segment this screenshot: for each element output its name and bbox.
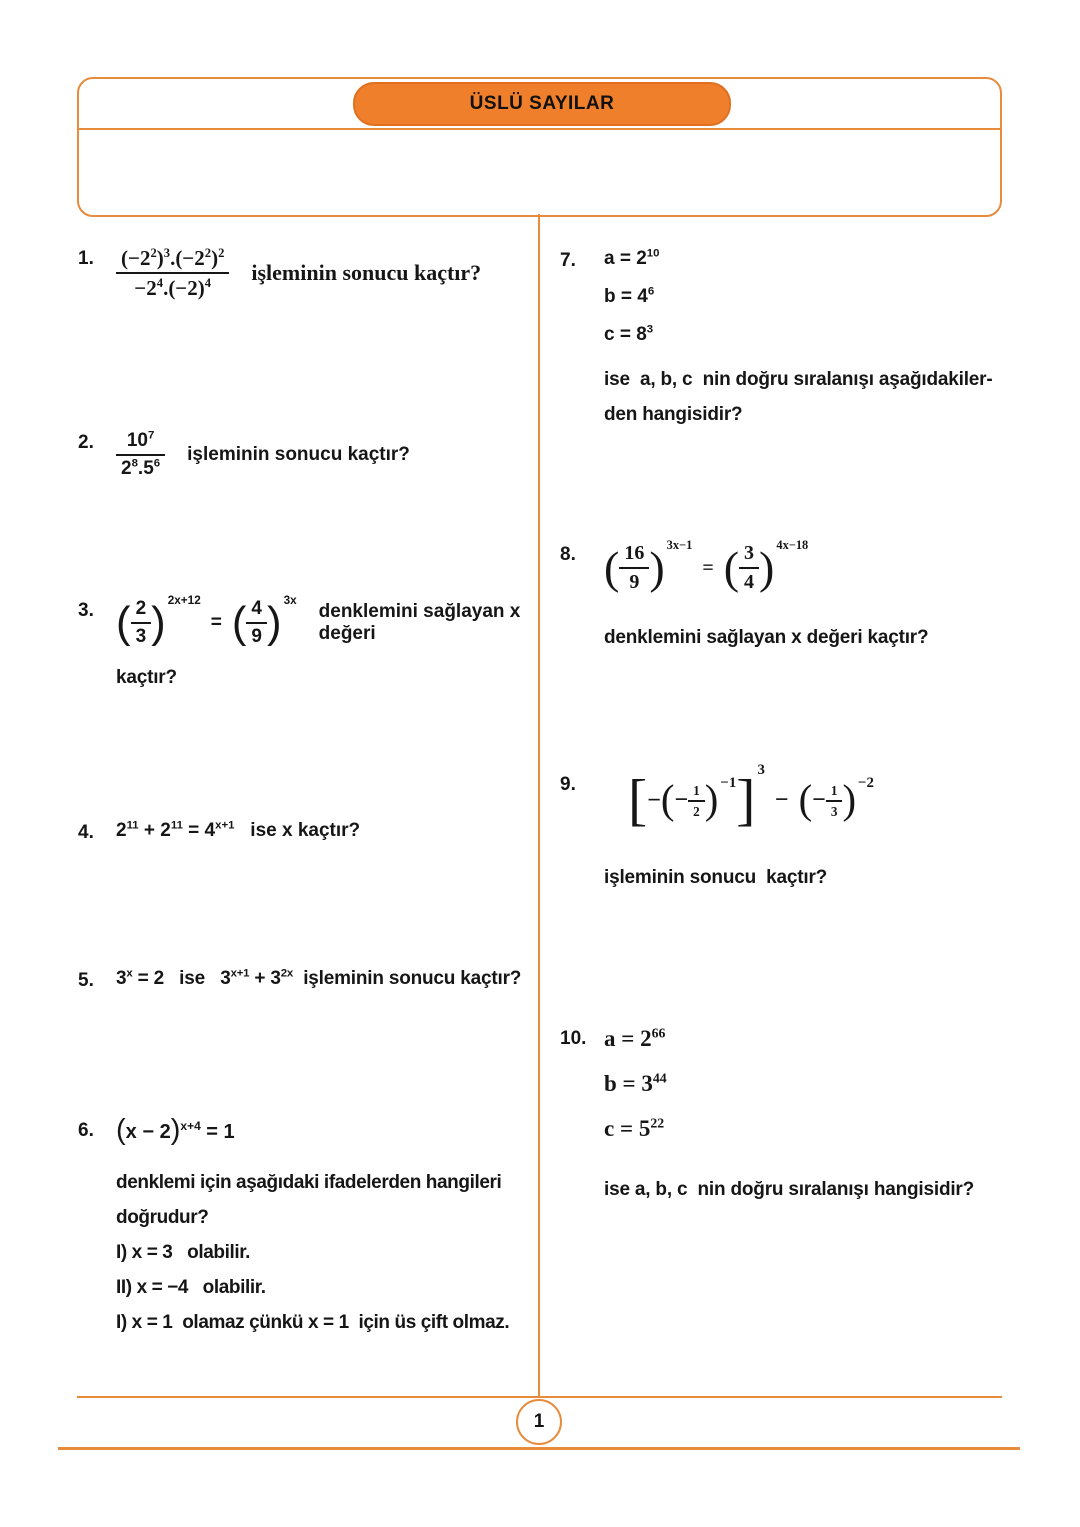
question-text: denklemini sağlayan x değeri kaçtır? bbox=[604, 627, 929, 648]
question-number: 8. bbox=[560, 544, 576, 565]
question-9 bbox=[560, 761, 1060, 895]
page-number: 1 bbox=[533, 1411, 545, 1432]
equation-line: $a = 2^{66}$ bbox=[604, 1025, 666, 1051]
question-3 bbox=[78, 593, 548, 695]
question-text: den hangisidir? bbox=[604, 404, 743, 425]
question-number: 5. bbox=[78, 970, 94, 991]
question-4 bbox=[78, 820, 543, 844]
question-math: $(x - 2)^{x+4} = 1$ bbox=[116, 1114, 235, 1146]
question-1 bbox=[78, 246, 543, 300]
equation-line: $b = 4^6$ bbox=[604, 285, 655, 307]
question-10 bbox=[560, 1026, 1060, 1207]
question-text: ise a, b, c nin doğru sıralanışı aşağıdakiler- bbox=[604, 369, 993, 390]
question-5 bbox=[78, 968, 558, 992]
question-number: 3. bbox=[78, 600, 94, 621]
question-line: $3^x = 2$ ise $3^{x+1} + 3^{2x}$ işleminin sonucu kaçtır? bbox=[116, 967, 522, 989]
question-math: ( $\frac{2}{3}$ ) 2x+12= ( $\frac{4}{9}$ ) 3x bbox=[116, 593, 297, 647]
question-number: 4. bbox=[78, 822, 94, 843]
question-math: $\frac{(-2^2)^3.(-2^2)^2}{-2^4.(-2)^4}$ bbox=[116, 246, 229, 300]
question-text: denklemini sağlayan x değeri bbox=[318, 600, 521, 644]
equation-line: $c = 8^3$ bbox=[604, 323, 654, 345]
statement-item: I) x = 1 olamaz çünkü x = 1 için üs çift olmaz. bbox=[116, 1312, 510, 1333]
question-math: ( $\frac{16}{9}$ ) 3x−1= ( $\frac{3}{4}$ ) 4x−18 bbox=[604, 537, 809, 593]
question-8 bbox=[560, 537, 1060, 655]
question-line: $2^{11} + 2^{11} = 4^{x+1}$ ise x kaçtır? bbox=[116, 819, 361, 841]
equation-line: $a = 2^{10}$ bbox=[604, 247, 660, 269]
question-text: işleminin sonucu kaçtır? bbox=[187, 443, 410, 465]
equation-line: $c = 5^{22}$ bbox=[604, 1115, 665, 1141]
equation-line: $b = 3^{44}$ bbox=[604, 1070, 667, 1096]
question-number: 9. bbox=[560, 774, 576, 795]
question-number: 1. bbox=[78, 248, 94, 269]
question-text: denklemi için aşağıdaki ifadelerden hangileri bbox=[116, 1172, 502, 1193]
question-2 bbox=[78, 430, 543, 480]
question-number: 10. bbox=[560, 1028, 587, 1049]
title-box-divider bbox=[78, 128, 1001, 130]
question-math: $\frac{10^7}{2^8.5^6}$ bbox=[116, 430, 165, 480]
footer-rule-bottom bbox=[58, 1447, 1020, 1450]
question-number: 7. bbox=[560, 250, 576, 271]
question-text: işleminin sonucu kaçtır? bbox=[251, 260, 482, 286]
question-text: işleminin sonucu kaçtır? bbox=[604, 866, 828, 888]
statement-item: II) x = −4 olabilir. bbox=[116, 1277, 266, 1298]
question-text: kaçtır? bbox=[116, 666, 177, 688]
footer-rule-top bbox=[77, 1396, 1002, 1398]
page-number-circle bbox=[516, 1399, 562, 1445]
statement-item: I) x = 3 olabilir. bbox=[116, 1242, 251, 1263]
question-math: [−(− $\frac{1}{2}$ ) −1] 3− (− $\frac{1}{3}$ ) −2 bbox=[628, 761, 874, 832]
question-number: 6. bbox=[78, 1120, 94, 1141]
question-text: doğrudur? bbox=[116, 1207, 209, 1228]
question-text: ise a, b, c nin doğru sıralanışı hangisidir? bbox=[604, 1179, 975, 1200]
question-6 bbox=[78, 1114, 558, 1340]
question-number: 2. bbox=[78, 432, 94, 453]
title-badge: ÜSLÜ SAYILAR bbox=[353, 82, 731, 126]
question-7 bbox=[560, 248, 1060, 432]
